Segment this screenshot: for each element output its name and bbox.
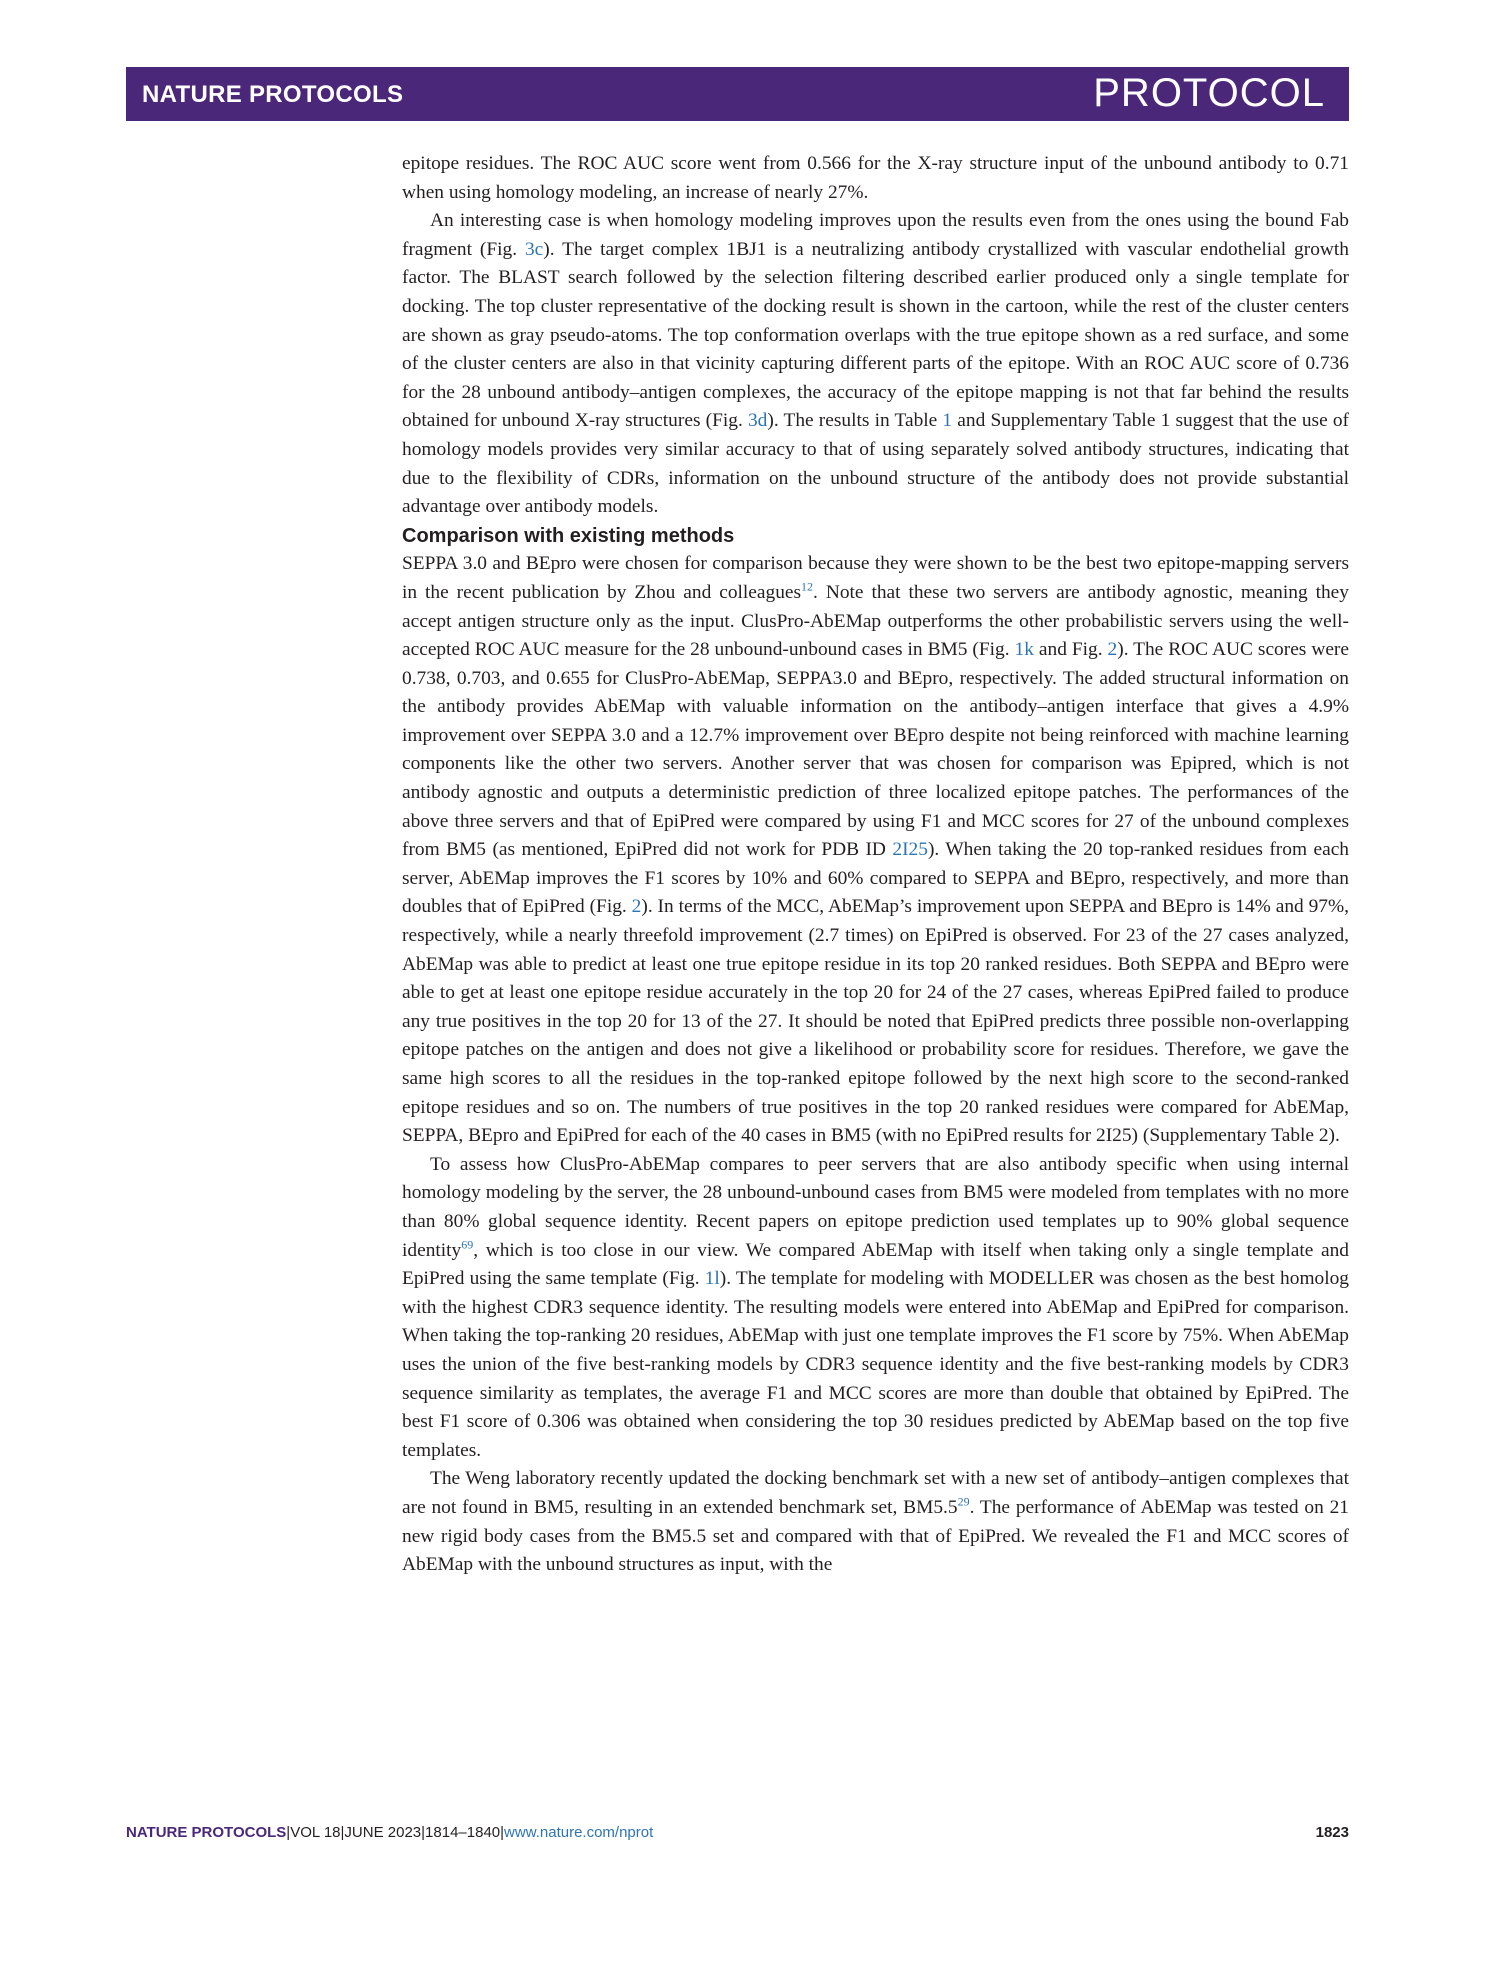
separator: | [286,1824,291,1841]
journal-name: NATURE PROTOCOLS [142,81,404,108]
text: An interesting case is when homology modeling improves upon the results even from the ones using the bound Fab fragment (Fig. [402,210,1349,260]
section-heading: Comparison with existing methods [402,524,735,547]
figure-ref-link[interactable]: 2 [631,896,642,918]
text: epitope residues. The ROC AUC score went from 0.566 for the X-ray structure input of the unbound antibody to 0.71 when using homology modeling, an increase of nearly 27%. [402,153,1349,203]
figure-ref-link[interactable]: 1l [704,1268,720,1290]
text: ). The target complex 1BJ1 is a neutralizing antibody crystallized with vascular endothelial growth factor. The BLAST search followed by the selection filtering described earlier produced only a single template for docking. The top cluster representative of the docking result is shown in the cartoon, while the rest of the cluster centers are shown as gray pseudo-atoms. The top conformation overlaps with the true epitope shown as a red surface, and some of the cluster centers are also in that vicinity capturing different parts of the epitope. With an ROC AUC score of 0.736 for the 28 unbound antibody–antigen complexes, the accuracy of the epitope mapping is not that far behind the results obtained for unbound X-ray structures (Fig. [402,238,1349,432]
footer-volume: VOL 18 [290,1824,341,1841]
header-bar [126,67,1349,121]
paragraph [402,207,1349,522]
citation-ref-link[interactable]: 69 [461,1237,474,1252]
text: To assess how ClusPro-AbEMap compares to peer servers that are also antibody specific when using internal homology modeling by the server, the 28 unbound-unbound cases from BM5 were modeled from templates with no more than 80% global sequence identity. Recent papers on epitope prediction used templates up to 90% global sequence identity [402,1153,1349,1261]
text: ). In terms of the MCC, AbEMap’s improvement upon SEPPA and BEpro is 14% and 97%, respectively, while a nearly threefold improvement (2.7 times) on EpiPred is observed. For 23 of the 27 cases analyzed, AbEMap was able to predict at least one true epitope residue in its top 20 ranked residues. Both SEPPA and BEpro were able to get at least one epitope residue accurately in the top 20 for 24 of the 27 cases, whereas EpiPred failed to produce any true positives in the top 20 for 13 of the 27. It should be noted that EpiPred predicts three possible non-overlapping epitope patches on the antigen and does not give a likelihood or probability score for residues. Therefore, we gave the same high scores to all the residues in the top-ranked epitope followed by the next high score to the second-ranked epitope residues and so on. The numbers of true positives in the top 20 ranked residues were compared for AbEMap, SEPPA, BEpro and EpiPred for each of the 40 cases in BM5 (with no EpiPred results for 2I25) (Supplementary Table 2). [402,896,1349,1147]
text: , which is too close in our view. We compared AbEMap with itself when taking only a single template and EpiPred using the same template (Fig. [402,1239,1349,1290]
citation-ref-link[interactable]: 29 [957,1494,970,1509]
text: ). The ROC AUC scores were 0.738, 0.703, and 0.655 for ClusPro-AbEMap, SEPPA3.0 and BEpro, respectively. The added structural information on the antibody provides AbEMap with valuable information on the antibody–antigen interface that gives a 4.9% improvement over SEPPA 3.0 and a 12.7% improvement over BEpro despite not being reinforced with machine learning components like the other two servers. Another server that was chosen for comparison was Epipred, which is not antibody agnostic and outputs a deterministic prediction of three localized epitope patches. The performances of the above three servers and that of EpiPred were compared by using F1 and MCC scores for 27 of the unbound complexes from BM5 (as mentioned, EpiPred did not work for PDB ID [402,639,1349,861]
text: . Note that these two servers are antibody agnostic, meaning they accept antigen structure only as the input. ClusPro-AbEMap outperforms the other probabilistic servers using the well-accepted ROC AUC measure for the 28 unbound-unbound cases in BM5 (Fig. [402,581,1349,661]
section-label: PROTOCOL [1093,71,1325,115]
paragraph [402,550,1349,1150]
text: . The performance of AbEMap was tested on 21 new rigid body cases from the BM5.5 set and compared with that of EpiPred. We revealed the F1 and MCC scores of AbEMap with the unbound structures as input, with the [402,1496,1350,1576]
pdb-ref-link[interactable]: 2I25 [892,839,928,861]
text: and Fig. [1033,639,1108,661]
figure-ref-link[interactable]: 3d [747,410,768,432]
figure-ref-link[interactable]: 1k [1014,639,1034,661]
text: SEPPA 3.0 and BEpro were chosen for comparison because they were shown to be the best two epitope-mapping servers in the recent publication by Zhou and colleagues [402,553,1349,603]
footer-date: JUNE 2023 [344,1824,422,1841]
separator: | [421,1824,426,1841]
paragraph [402,150,1349,207]
page-footer [126,1824,1349,1848]
footer-url-link[interactable]: www.nature.com/nprot [504,1824,654,1841]
citation-ref-link[interactable]: 12 [801,579,814,594]
paragraph [402,1465,1349,1579]
figure-ref-link[interactable]: 2 [1107,639,1118,661]
footer-pages: 1814–1840 [425,1824,501,1841]
text: ). The template for modeling with MODELLER was chosen as the best homolog with the highest CDR3 sequence identity. The resulting models were entered into AbEMap and EpiPred for comparison. When taking the top-ranking 20 residues, AbEMap with just one template improves the F1 score by 75%. When AbEMap uses the union of the five best-ranking models by CDR3 sequence identity and the five best-ranking models by CDR3 sequence similarity as templates, the average F1 and MCC scores are more than double that obtained by EpiPred. The best F1 score of 0.306 was obtained when considering the top 30 residues predicted by AbEMap based on the top five templates. [402,1268,1349,1461]
article-body [402,150,1349,1580]
footer-citation [126,1824,653,1841]
figure-ref-link[interactable]: 3c [524,238,544,260]
text: The Weng laboratory recently updated the docking benchmark set with a new set of antibody–antigen complexes that are not found in BM5, resulting in an extended benchmark set, BM5.5 [402,1468,1349,1518]
separator: | [340,1824,345,1841]
text: and Supplementary Table 1 suggest that the use of homology models provides very similar accuracy to that of using separately solved antibody structures, indicating that due to the flexibility of CDRs, information on the unbound structure of the antibody does not provide substantial advantage over antibody models. [402,410,1350,518]
table-ref-link[interactable]: 1 [942,410,953,432]
text: ). The results in Table [767,410,943,432]
footer-journal: NATURE PROTOCOLS [126,1824,287,1841]
separator: | [500,1824,505,1841]
paragraph [402,1151,1349,1466]
text: ). When taking the 20 top-ranked residues from each server, AbEMap improves the F1 scores by 10% and 60% compared to SEPPA and BEpro, respectively, and more than doubles that of EpiPred (Fig. [402,839,1349,918]
page-number: 1823 [1315,1824,1349,1841]
